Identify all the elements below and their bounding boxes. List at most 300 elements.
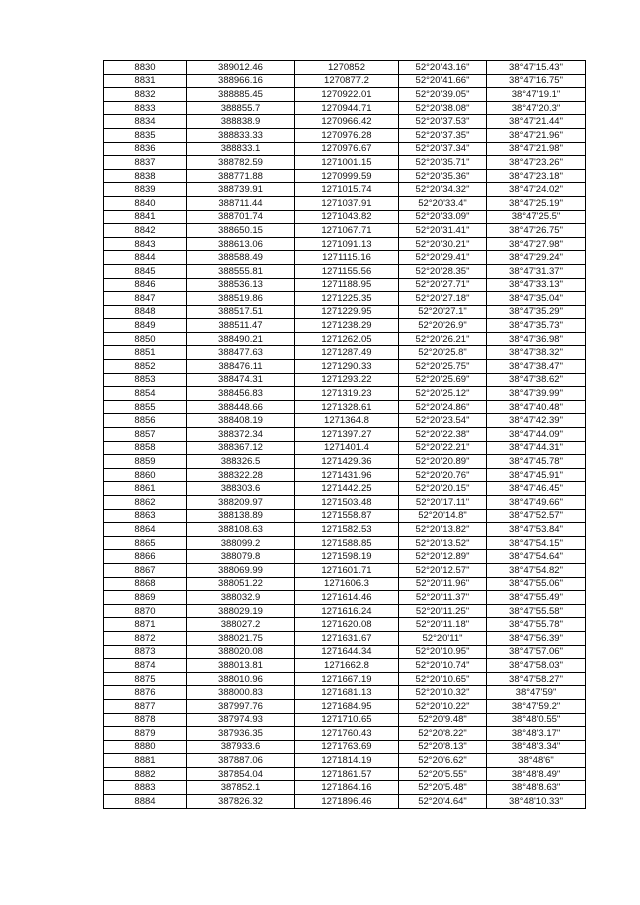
table-row	[104, 686, 586, 700]
y-coordinate-cell: 1271814.19	[295, 754, 399, 768]
longitude-cell: 38°47'56.39"	[487, 631, 586, 645]
latitude-cell: 52°20'35.71"	[399, 156, 487, 170]
point-number-cell: 8883	[104, 781, 187, 795]
x-coordinate-cell: 387997.76	[187, 699, 295, 713]
point-number-cell: 8838	[104, 169, 187, 183]
y-coordinate-cell: 1270999.59	[295, 169, 399, 183]
table-row	[104, 101, 586, 115]
longitude-cell: 38°48'3.34"	[487, 740, 586, 754]
longitude-cell: 38°47'38.47"	[487, 360, 586, 374]
table-row	[104, 509, 586, 523]
x-coordinate-cell: 388032.9	[187, 591, 295, 605]
point-number-cell: 8846	[104, 278, 187, 292]
point-number-cell: 8882	[104, 767, 187, 781]
longitude-cell: 38°47'55.58"	[487, 604, 586, 618]
latitude-cell: 52°20'25.12"	[399, 387, 487, 401]
latitude-cell: 52°20'41.66"	[399, 74, 487, 88]
x-coordinate-cell: 388838.9	[187, 115, 295, 129]
y-coordinate-cell: 1271763.69	[295, 740, 399, 754]
latitude-cell: 52°20'10.32"	[399, 686, 487, 700]
point-number-cell: 8876	[104, 686, 187, 700]
table-row	[104, 563, 586, 577]
point-number-cell: 8879	[104, 727, 187, 741]
table-row	[104, 400, 586, 414]
longitude-cell: 38°47'16.75"	[487, 74, 586, 88]
x-coordinate-cell: 388739.91	[187, 183, 295, 197]
x-coordinate-cell: 388477.63	[187, 346, 295, 360]
point-number-cell: 8858	[104, 441, 187, 455]
longitude-cell: 38°47'23.18"	[487, 169, 586, 183]
latitude-cell: 52°20'28.35"	[399, 264, 487, 278]
point-number-cell: 8865	[104, 536, 187, 550]
table-row	[104, 346, 586, 360]
y-coordinate-cell: 1271667.19	[295, 672, 399, 686]
latitude-cell: 52°20'37.53"	[399, 115, 487, 129]
y-coordinate-cell: 1271662.8	[295, 659, 399, 673]
y-coordinate-cell: 1271684.95	[295, 699, 399, 713]
x-coordinate-cell: 388027.2	[187, 618, 295, 632]
latitude-cell: 52°20'10.65"	[399, 672, 487, 686]
longitude-cell: 38°47'27.98"	[487, 237, 586, 251]
y-coordinate-cell: 1271091.13	[295, 237, 399, 251]
longitude-cell: 38°47'59.2"	[487, 699, 586, 713]
y-coordinate-cell: 1271364.8	[295, 414, 399, 428]
x-coordinate-cell: 389012.46	[187, 61, 295, 75]
longitude-cell: 38°47'29.24"	[487, 251, 586, 265]
table-row	[104, 428, 586, 442]
x-coordinate-cell: 387852.1	[187, 781, 295, 795]
table-row	[104, 292, 586, 306]
point-number-cell: 8832	[104, 88, 187, 102]
x-coordinate-cell: 388079.8	[187, 550, 295, 564]
y-coordinate-cell: 1271015.74	[295, 183, 399, 197]
table-row	[104, 196, 586, 210]
point-number-cell: 8877	[104, 699, 187, 713]
x-coordinate-cell: 388711.44	[187, 196, 295, 210]
table-row	[104, 591, 586, 605]
point-number-cell: 8872	[104, 631, 187, 645]
y-coordinate-cell: 1270976.28	[295, 128, 399, 142]
x-coordinate-cell: 388517.51	[187, 305, 295, 319]
longitude-cell: 38°47'46.45"	[487, 482, 586, 496]
table-row	[104, 373, 586, 387]
x-coordinate-cell: 387933.6	[187, 740, 295, 754]
x-coordinate-cell: 388555.81	[187, 264, 295, 278]
latitude-cell: 52°20'5.55"	[399, 767, 487, 781]
y-coordinate-cell: 1271864.16	[295, 781, 399, 795]
table-row	[104, 115, 586, 129]
y-coordinate-cell: 1271614.46	[295, 591, 399, 605]
y-coordinate-cell: 1271681.13	[295, 686, 399, 700]
point-number-cell: 8854	[104, 387, 187, 401]
table-row	[104, 672, 586, 686]
y-coordinate-cell: 1271631.67	[295, 631, 399, 645]
x-coordinate-cell: 388771.88	[187, 169, 295, 183]
table-row	[104, 781, 586, 795]
table-row	[104, 468, 586, 482]
longitude-cell: 38°47'54.15"	[487, 536, 586, 550]
y-coordinate-cell: 1271503.48	[295, 496, 399, 510]
y-coordinate-cell: 1271616.24	[295, 604, 399, 618]
point-number-cell: 8834	[104, 115, 187, 129]
longitude-cell: 38°47'53.84"	[487, 523, 586, 537]
x-coordinate-cell: 387887.06	[187, 754, 295, 768]
table-row	[104, 169, 586, 183]
x-coordinate-cell: 388013.81	[187, 659, 295, 673]
x-coordinate-cell: 388408.19	[187, 414, 295, 428]
point-number-cell: 8878	[104, 713, 187, 727]
latitude-cell: 52°20'12.89"	[399, 550, 487, 564]
latitude-cell: 52°20'11.37"	[399, 591, 487, 605]
point-number-cell: 8874	[104, 659, 187, 673]
point-number-cell: 8851	[104, 346, 187, 360]
point-number-cell: 8833	[104, 101, 187, 115]
point-number-cell: 8861	[104, 482, 187, 496]
table-row	[104, 88, 586, 102]
table-row	[104, 183, 586, 197]
latitude-cell: 52°20'11.96"	[399, 577, 487, 591]
latitude-cell: 52°20'27.71"	[399, 278, 487, 292]
x-coordinate-cell: 388020.08	[187, 645, 295, 659]
table-row	[104, 142, 586, 156]
table-row	[104, 414, 586, 428]
longitude-cell: 38°47'21.96"	[487, 128, 586, 142]
point-number-cell: 8860	[104, 468, 187, 482]
x-coordinate-cell: 387854.04	[187, 767, 295, 781]
latitude-cell: 52°20'33.4"	[399, 196, 487, 210]
table-row	[104, 767, 586, 781]
x-coordinate-cell: 388511.47	[187, 319, 295, 333]
x-coordinate-cell: 388456.83	[187, 387, 295, 401]
point-number-cell: 8852	[104, 360, 187, 374]
latitude-cell: 52°20'9.48"	[399, 713, 487, 727]
point-number-cell: 8835	[104, 128, 187, 142]
latitude-cell: 52°20'23.54"	[399, 414, 487, 428]
y-coordinate-cell: 1271319.23	[295, 387, 399, 401]
y-coordinate-cell: 1271582.53	[295, 523, 399, 537]
longitude-cell: 38°47'21.44"	[487, 115, 586, 129]
latitude-cell: 52°20'11"	[399, 631, 487, 645]
latitude-cell: 52°20'37.34"	[399, 142, 487, 156]
x-coordinate-cell: 388885.45	[187, 88, 295, 102]
longitude-cell: 38°47'35.04"	[487, 292, 586, 306]
x-coordinate-cell: 388833.1	[187, 142, 295, 156]
y-coordinate-cell: 1271043.82	[295, 210, 399, 224]
longitude-cell: 38°47'55.06"	[487, 577, 586, 591]
point-number-cell: 8884	[104, 795, 187, 809]
table-row	[104, 536, 586, 550]
x-coordinate-cell: 388701.74	[187, 210, 295, 224]
point-number-cell: 8867	[104, 563, 187, 577]
point-number-cell: 8880	[104, 740, 187, 754]
latitude-cell: 52°20'10.22"	[399, 699, 487, 713]
longitude-cell: 38°47'44.31"	[487, 441, 586, 455]
table-row	[104, 319, 586, 333]
latitude-cell: 52°20'11.18"	[399, 618, 487, 632]
table-row	[104, 332, 586, 346]
latitude-cell: 52°20'20.76"	[399, 468, 487, 482]
latitude-cell: 52°20'11.25"	[399, 604, 487, 618]
point-number-cell: 8881	[104, 754, 187, 768]
table-row	[104, 128, 586, 142]
x-coordinate-cell: 387974.93	[187, 713, 295, 727]
y-coordinate-cell: 1271293.22	[295, 373, 399, 387]
point-number-cell: 8830	[104, 61, 187, 75]
longitude-cell: 38°47'15.43"	[487, 61, 586, 75]
y-coordinate-cell: 1271229.95	[295, 305, 399, 319]
longitude-cell: 38°47'35.73"	[487, 319, 586, 333]
x-coordinate-cell: 388021.75	[187, 631, 295, 645]
latitude-cell: 52°20'27.1"	[399, 305, 487, 319]
table-row	[104, 264, 586, 278]
point-number-cell: 8856	[104, 414, 187, 428]
point-number-cell: 8869	[104, 591, 187, 605]
x-coordinate-cell: 388372.34	[187, 428, 295, 442]
y-coordinate-cell: 1271896.46	[295, 795, 399, 809]
table-row	[104, 237, 586, 251]
x-coordinate-cell: 388069.99	[187, 563, 295, 577]
y-coordinate-cell: 1271431.96	[295, 468, 399, 482]
point-number-cell: 8853	[104, 373, 187, 387]
latitude-cell: 52°20'4.64"	[399, 795, 487, 809]
y-coordinate-cell: 1271290.33	[295, 360, 399, 374]
x-coordinate-cell: 388833.33	[187, 128, 295, 142]
table-row	[104, 278, 586, 292]
y-coordinate-cell: 1271442.25	[295, 482, 399, 496]
point-number-cell: 8866	[104, 550, 187, 564]
table-row	[104, 713, 586, 727]
point-number-cell: 8859	[104, 455, 187, 469]
longitude-cell: 38°47'54.64"	[487, 550, 586, 564]
longitude-cell: 38°47'55.78"	[487, 618, 586, 632]
table-row	[104, 699, 586, 713]
x-coordinate-cell: 387826.32	[187, 795, 295, 809]
y-coordinate-cell: 1270944.71	[295, 101, 399, 115]
longitude-cell: 38°47'24.02"	[487, 183, 586, 197]
y-coordinate-cell: 1271225.35	[295, 292, 399, 306]
latitude-cell: 52°20'25.8"	[399, 346, 487, 360]
latitude-cell: 52°20'34.32"	[399, 183, 487, 197]
x-coordinate-cell: 388519.86	[187, 292, 295, 306]
y-coordinate-cell: 1271861.57	[295, 767, 399, 781]
x-coordinate-cell: 388588.49	[187, 251, 295, 265]
point-number-cell: 8831	[104, 74, 187, 88]
x-coordinate-cell: 388099.2	[187, 536, 295, 550]
y-coordinate-cell: 1271238.29	[295, 319, 399, 333]
point-number-cell: 8843	[104, 237, 187, 251]
latitude-cell: 52°20'10.95"	[399, 645, 487, 659]
y-coordinate-cell: 1271115.16	[295, 251, 399, 265]
latitude-cell: 52°20'10.74"	[399, 659, 487, 673]
point-number-cell: 8875	[104, 672, 187, 686]
x-coordinate-cell: 388303.6	[187, 482, 295, 496]
latitude-cell: 52°20'5.48"	[399, 781, 487, 795]
longitude-cell: 38°47'26.75"	[487, 224, 586, 238]
table-row	[104, 74, 586, 88]
latitude-cell: 52°20'22.21"	[399, 441, 487, 455]
y-coordinate-cell: 1271620.08	[295, 618, 399, 632]
x-coordinate-cell: 388108.63	[187, 523, 295, 537]
point-number-cell: 8847	[104, 292, 187, 306]
y-coordinate-cell: 1271644.34	[295, 645, 399, 659]
longitude-cell: 38°48'8.49"	[487, 767, 586, 781]
latitude-cell: 52°20'39.05"	[399, 88, 487, 102]
x-coordinate-cell: 388490.21	[187, 332, 295, 346]
y-coordinate-cell: 1271188.95	[295, 278, 399, 292]
table-row	[104, 496, 586, 510]
latitude-cell: 52°20'25.75"	[399, 360, 487, 374]
longitude-cell: 38°47'45.91"	[487, 468, 586, 482]
point-number-cell: 8870	[104, 604, 187, 618]
table-row	[104, 631, 586, 645]
y-coordinate-cell: 1271287.49	[295, 346, 399, 360]
point-number-cell: 8840	[104, 196, 187, 210]
longitude-cell: 38°47'20.3"	[487, 101, 586, 115]
latitude-cell: 52°20'13.82"	[399, 523, 487, 537]
point-number-cell: 8850	[104, 332, 187, 346]
longitude-cell: 38°47'59"	[487, 686, 586, 700]
latitude-cell: 52°20'26.9"	[399, 319, 487, 333]
x-coordinate-cell: 387936.35	[187, 727, 295, 741]
x-coordinate-cell: 388322.28	[187, 468, 295, 482]
longitude-cell: 38°47'25.19"	[487, 196, 586, 210]
longitude-cell: 38°47'52.57"	[487, 509, 586, 523]
point-number-cell: 8855	[104, 400, 187, 414]
table-row	[104, 523, 586, 537]
point-number-cell: 8863	[104, 509, 187, 523]
latitude-cell: 52°20'8.13"	[399, 740, 487, 754]
coordinates-table-body	[104, 61, 586, 809]
x-coordinate-cell: 388650.15	[187, 224, 295, 238]
x-coordinate-cell: 388010.96	[187, 672, 295, 686]
y-coordinate-cell: 1271588.85	[295, 536, 399, 550]
table-row	[104, 604, 586, 618]
latitude-cell: 52°20'31.41"	[399, 224, 487, 238]
latitude-cell: 52°20'38.08"	[399, 101, 487, 115]
point-number-cell: 8844	[104, 251, 187, 265]
longitude-cell: 38°47'23.26"	[487, 156, 586, 170]
latitude-cell: 52°20'30.21"	[399, 237, 487, 251]
x-coordinate-cell: 388138.89	[187, 509, 295, 523]
x-coordinate-cell: 388448.66	[187, 400, 295, 414]
table-row	[104, 156, 586, 170]
longitude-cell: 38°48'0.55"	[487, 713, 586, 727]
longitude-cell: 38°47'49.66"	[487, 496, 586, 510]
latitude-cell: 52°20'13.52"	[399, 536, 487, 550]
y-coordinate-cell: 1271262.05	[295, 332, 399, 346]
point-number-cell: 8848	[104, 305, 187, 319]
longitude-cell: 38°47'55.49"	[487, 591, 586, 605]
table-row	[104, 482, 586, 496]
y-coordinate-cell: 1271067.71	[295, 224, 399, 238]
y-coordinate-cell: 1271710.65	[295, 713, 399, 727]
latitude-cell: 52°20'26.21"	[399, 332, 487, 346]
table-row	[104, 645, 586, 659]
table-row	[104, 305, 586, 319]
y-coordinate-cell: 1271429.36	[295, 455, 399, 469]
point-number-cell: 8873	[104, 645, 187, 659]
x-coordinate-cell: 388209.97	[187, 496, 295, 510]
x-coordinate-cell: 388855.7	[187, 101, 295, 115]
latitude-cell: 52°20'20.15"	[399, 482, 487, 496]
y-coordinate-cell: 1270877.2	[295, 74, 399, 88]
table-row	[104, 210, 586, 224]
longitude-cell: 38°47'44.09"	[487, 428, 586, 442]
latitude-cell: 52°20'25.69"	[399, 373, 487, 387]
longitude-cell: 38°47'36.98"	[487, 332, 586, 346]
table-row	[104, 224, 586, 238]
table-row	[104, 455, 586, 469]
y-coordinate-cell: 1270852	[295, 61, 399, 75]
y-coordinate-cell: 1271606.3	[295, 577, 399, 591]
y-coordinate-cell: 1270966.42	[295, 115, 399, 129]
y-coordinate-cell: 1271598.19	[295, 550, 399, 564]
table-row	[104, 251, 586, 265]
point-number-cell: 8836	[104, 142, 187, 156]
longitude-cell: 38°47'21.98"	[487, 142, 586, 156]
x-coordinate-cell: 388536.13	[187, 278, 295, 292]
y-coordinate-cell: 1271601.71	[295, 563, 399, 577]
table-row	[104, 795, 586, 809]
longitude-cell: 38°47'40.48"	[487, 400, 586, 414]
x-coordinate-cell: 388782.59	[187, 156, 295, 170]
point-number-cell: 8862	[104, 496, 187, 510]
table-row	[104, 618, 586, 632]
longitude-cell: 38°47'39.99"	[487, 387, 586, 401]
y-coordinate-cell: 1271037.91	[295, 196, 399, 210]
table-row	[104, 577, 586, 591]
y-coordinate-cell: 1271001.15	[295, 156, 399, 170]
latitude-cell: 52°20'20.89"	[399, 455, 487, 469]
coordinates-table	[103, 60, 586, 809]
longitude-cell: 38°47'42.39"	[487, 414, 586, 428]
longitude-cell: 38°47'54.82"	[487, 563, 586, 577]
longitude-cell: 38°47'33.13"	[487, 278, 586, 292]
table-row	[104, 659, 586, 673]
latitude-cell: 52°20'29.41"	[399, 251, 487, 265]
longitude-cell: 38°47'58.03"	[487, 659, 586, 673]
x-coordinate-cell: 388613.06	[187, 237, 295, 251]
table-row	[104, 727, 586, 741]
longitude-cell: 38°47'38.62"	[487, 373, 586, 387]
x-coordinate-cell: 388367.12	[187, 441, 295, 455]
table-row	[104, 441, 586, 455]
longitude-cell: 38°47'35.29"	[487, 305, 586, 319]
longitude-cell: 38°48'8.63"	[487, 781, 586, 795]
table-row	[104, 360, 586, 374]
longitude-cell: 38°47'38.32"	[487, 346, 586, 360]
longitude-cell: 38°47'58.27"	[487, 672, 586, 686]
point-number-cell: 8837	[104, 156, 187, 170]
x-coordinate-cell: 388000.83	[187, 686, 295, 700]
x-coordinate-cell: 388029.19	[187, 604, 295, 618]
point-number-cell: 8841	[104, 210, 187, 224]
point-number-cell: 8845	[104, 264, 187, 278]
y-coordinate-cell: 1271397.27	[295, 428, 399, 442]
table-row	[104, 387, 586, 401]
latitude-cell: 52°20'22.38"	[399, 428, 487, 442]
longitude-cell: 38°47'19.1"	[487, 88, 586, 102]
latitude-cell: 52°20'12.57"	[399, 563, 487, 577]
latitude-cell: 52°20'17.11"	[399, 496, 487, 510]
y-coordinate-cell: 1271401.4	[295, 441, 399, 455]
latitude-cell: 52°20'35.36"	[399, 169, 487, 183]
x-coordinate-cell: 388474.31	[187, 373, 295, 387]
point-number-cell: 8868	[104, 577, 187, 591]
latitude-cell: 52°20'27.18"	[399, 292, 487, 306]
longitude-cell: 38°47'31.37"	[487, 264, 586, 278]
table-row	[104, 550, 586, 564]
